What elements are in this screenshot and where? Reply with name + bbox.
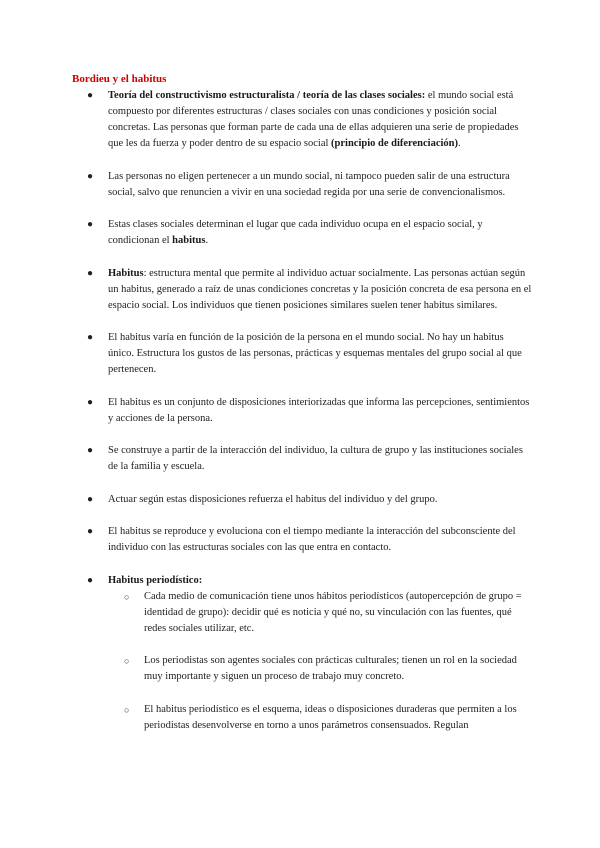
- list-item-text: [108, 573, 532, 589]
- list-item-text: El habitus es un conjunto de disposiciones interiorizadas que informa las percepciones, sentimientos y acciones de la persona.: [108, 396, 530, 424]
- bullet-list: [72, 88, 532, 738]
- bullet-icon: ●: [87, 332, 94, 343]
- list-item: [72, 217, 532, 249]
- bullet-icon: ●: [87, 219, 94, 230]
- list-item-text: Habitus: estructura mental que permite al individuo actuar socialmente. Las personas actúan según un habitus, generado a raíz de unas condiciones concretas y la posición concreta de esa persona en el espacio social. Los individuos que tienen posiciones similares suelen tener habitus similares.: [108, 267, 532, 311]
- circle-bullet-icon: ○: [124, 656, 130, 666]
- circle-bullet-icon: ○: [124, 704, 130, 715]
- sub-list: [108, 589, 532, 734]
- sub-list-item-text: El habitus periodístico es el esquema, ideas o disposiciones duraderas que permiten a los periodistas desenvolverse en torno a unos parámetros consensuados. Regulan: [144, 703, 517, 731]
- list-item-text: Estas clases sociales determinan el lugar que cada individuo ocupa en el espacio social, y condicionan el habitus.: [108, 219, 483, 246]
- bullet-icon: ●: [87, 90, 94, 101]
- bold-tail: (principio de diferenciación): [331, 138, 459, 149]
- bullet-icon: ●: [87, 445, 94, 456]
- sub-list-item-text: Cada medio de comunicación tiene unos hábitos periodísticos (autopercepción de grupo = identidad de grupo): decidir qué es noticia y qué no, su vinculación con las fuentes, qué redes sociales utilizar, etc.: [144, 590, 522, 634]
- list-item-text: Las personas no eligen pertenecer a un mundo social, ni tampoco pueden salir de una estructura social, salvo que renuncien a vivir en una sociedad regida por una serie de convencionalismos.: [108, 170, 510, 198]
- list-item-text: El habitus se reproduce y evoluciona con el tiempo mediante la interacción del subconsciente del individuo con las estructuras sociales con las que entra en contacto.: [108, 526, 516, 553]
- list-item-text: Teoría del constructivismo estructuralista / teoría de las clases sociales: el mundo social está compuesto por diferentes estructuras / clases sociales con unas condiciones y posición social concretas. Las personas que forman parte de cada una de ellas adquieren una serie de propiedades que les da fuerza y poder dentro de su espacio social (principio de diferenciación).: [108, 90, 519, 149]
- list-item: [72, 266, 532, 314]
- list-item: [72, 88, 532, 152]
- bullet-icon: ●: [87, 267, 94, 279]
- sub-list-item: [108, 702, 532, 734]
- list-item-text: Se construye a partir de la interacción del individuo, la cultura de grupo y las instituciones sociales de la familia y escuela.: [108, 445, 523, 472]
- sub-list-item: [108, 653, 532, 685]
- bold-lead: Habitus periodístico:: [108, 574, 203, 586]
- bullet-icon: ●: [87, 493, 94, 505]
- sub-list-item: [108, 589, 532, 637]
- bullet-icon: ●: [87, 396, 94, 408]
- sub-list-item-text: Los periodistas son agentes sociales con prácticas culturales; tienen un rol en la sociedad muy importante y siguen un proceso de trabajo muy concreto.: [144, 655, 517, 682]
- list-item: [72, 573, 532, 734]
- bold-lead: Habitus: [108, 267, 144, 279]
- list-item: [72, 524, 532, 556]
- list-item-text: El habitus varía en función de la posición de la persona en el mundo social. No hay un habitus único. Estructura los gustos de las personas, prácticas y esquemas mentales del grupo social al que pertenecen.: [108, 332, 522, 375]
- bullet-icon: ●: [87, 574, 94, 586]
- list-item: [72, 443, 532, 475]
- list-item-text: Actuar según estas disposiciones refuerza el habitus del individuo y del grupo.: [108, 493, 438, 505]
- bullet-icon: ●: [87, 526, 94, 537]
- bold-lead: Teoría del constructivismo estructuralista / teoría de las clases sociales:: [108, 90, 426, 101]
- list-item: [72, 330, 532, 378]
- list-item: [72, 169, 532, 201]
- list-item: [72, 395, 532, 427]
- bold-tail: habitus: [172, 235, 206, 246]
- bullet-icon: ●: [87, 170, 94, 182]
- circle-bullet-icon: ○: [124, 591, 130, 602]
- list-item: [72, 492, 532, 508]
- page-title: Bordieu y el habitus: [72, 73, 167, 85]
